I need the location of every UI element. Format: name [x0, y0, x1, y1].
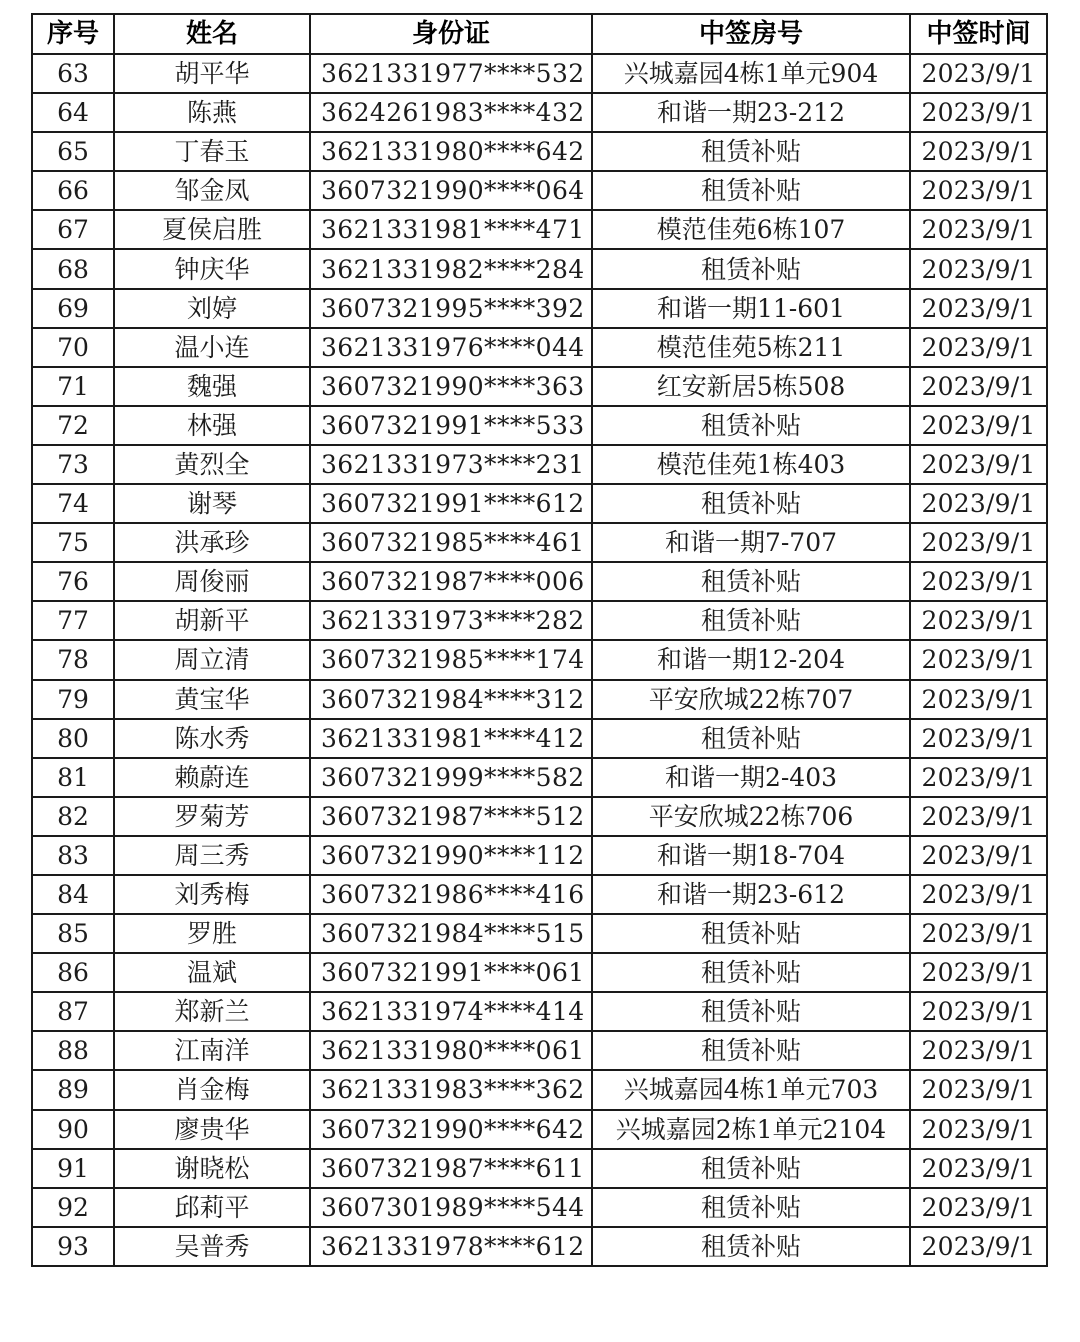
- cell-serial-number: 84: [32, 875, 114, 914]
- cell-allocated-room: 租赁补贴: [592, 992, 910, 1031]
- table-body: [32, 54, 1047, 1266]
- table-row: [32, 132, 1047, 171]
- cell-allocation-date: 2023/9/1: [910, 758, 1047, 797]
- table-header: [32, 14, 1047, 54]
- cell-allocated-room: 租赁补贴: [592, 601, 910, 640]
- cell-allocated-room: 兴城嘉园4栋1单元904: [592, 54, 910, 93]
- cell-serial-number: 68: [32, 249, 114, 288]
- table-row: [32, 523, 1047, 562]
- cell-id-card: 3621331982****284: [310, 249, 592, 288]
- table-row: [32, 54, 1047, 93]
- cell-allocation-date: 2023/9/1: [910, 1227, 1047, 1266]
- cell-name: 温斌: [114, 953, 310, 992]
- cell-serial-number: 89: [32, 1070, 114, 1109]
- cell-id-card: 3607301989****544: [310, 1188, 592, 1227]
- table-row: [32, 249, 1047, 288]
- cell-name: 丁春玉: [114, 132, 310, 171]
- cell-id-card: 3621331973****282: [310, 601, 592, 640]
- cell-allocation-date: 2023/9/1: [910, 601, 1047, 640]
- cell-allocated-room: 兴城嘉园2栋1单元2104: [592, 1110, 910, 1149]
- cell-id-card: 3607321991****612: [310, 484, 592, 523]
- cell-id-card: 3607321991****533: [310, 406, 592, 445]
- cell-allocation-date: 2023/9/1: [910, 562, 1047, 601]
- cell-serial-number: 72: [32, 406, 114, 445]
- cell-allocation-date: 2023/9/1: [910, 797, 1047, 836]
- table-row: [32, 93, 1047, 132]
- table-row: [32, 640, 1047, 679]
- cell-name: 陈燕: [114, 93, 310, 132]
- header-row: [32, 14, 1047, 54]
- table-row: [32, 328, 1047, 367]
- cell-id-card: 3607321999****582: [310, 758, 592, 797]
- cell-allocated-room: 租赁补贴: [592, 953, 910, 992]
- cell-allocation-date: 2023/9/1: [910, 249, 1047, 288]
- table-row: [32, 445, 1047, 484]
- cell-allocated-room: 和谐一期11-601: [592, 289, 910, 328]
- cell-id-card: 3607321990****064: [310, 171, 592, 210]
- cell-id-card: 3607321985****461: [310, 523, 592, 562]
- table-row: [32, 719, 1047, 758]
- cell-id-card: 3621331973****231: [310, 445, 592, 484]
- cell-allocated-room: 租赁补贴: [592, 914, 910, 953]
- cell-allocated-room: 平安欣城22栋706: [592, 797, 910, 836]
- cell-allocated-room: 和谐一期23-212: [592, 93, 910, 132]
- cell-id-card: 3607321986****416: [310, 875, 592, 914]
- cell-serial-number: 67: [32, 210, 114, 249]
- cell-id-card: 3607321987****006: [310, 562, 592, 601]
- cell-serial-number: 85: [32, 914, 114, 953]
- cell-allocated-room: 租赁补贴: [592, 1149, 910, 1188]
- cell-allocation-date: 2023/9/1: [910, 992, 1047, 1031]
- cell-name: 胡平华: [114, 54, 310, 93]
- cell-allocation-date: 2023/9/1: [910, 875, 1047, 914]
- cell-serial-number: 79: [32, 680, 114, 719]
- header-allocation-date: 中签时间: [910, 14, 1047, 54]
- cell-serial-number: 90: [32, 1110, 114, 1149]
- cell-name: 黄宝华: [114, 680, 310, 719]
- cell-allocation-date: 2023/9/1: [910, 1110, 1047, 1149]
- cell-name: 罗胜: [114, 914, 310, 953]
- cell-allocation-date: 2023/9/1: [910, 953, 1047, 992]
- cell-name: 江南洋: [114, 1031, 310, 1070]
- cell-id-card: 3607321984****515: [310, 914, 592, 953]
- cell-name: 郑新兰: [114, 992, 310, 1031]
- cell-name: 肖金梅: [114, 1070, 310, 1109]
- cell-serial-number: 82: [32, 797, 114, 836]
- cell-name: 林强: [114, 406, 310, 445]
- cell-serial-number: 76: [32, 562, 114, 601]
- cell-allocation-date: 2023/9/1: [910, 719, 1047, 758]
- cell-serial-number: 71: [32, 367, 114, 406]
- cell-serial-number: 91: [32, 1149, 114, 1188]
- cell-allocation-date: 2023/9/1: [910, 640, 1047, 679]
- cell-allocation-date: 2023/9/1: [910, 328, 1047, 367]
- cell-allocation-date: 2023/9/1: [910, 1188, 1047, 1227]
- lottery-result-sheet: [31, 13, 1046, 1267]
- cell-id-card: 3607321991****061: [310, 953, 592, 992]
- cell-allocated-room: 租赁补贴: [592, 406, 910, 445]
- cell-name: 谢晓松: [114, 1149, 310, 1188]
- cell-id-card: 3621331980****061: [310, 1031, 592, 1070]
- cell-serial-number: 70: [32, 328, 114, 367]
- cell-serial-number: 87: [32, 992, 114, 1031]
- cell-allocated-room: 和谐一期18-704: [592, 836, 910, 875]
- cell-allocated-room: 平安欣城22栋707: [592, 680, 910, 719]
- cell-serial-number: 75: [32, 523, 114, 562]
- cell-allocation-date: 2023/9/1: [910, 93, 1047, 132]
- cell-id-card: 3621331976****044: [310, 328, 592, 367]
- cell-allocated-room: 红安新居5栋508: [592, 367, 910, 406]
- cell-name: 温小连: [114, 328, 310, 367]
- cell-id-card: 3621331981****471: [310, 210, 592, 249]
- cell-serial-number: 81: [32, 758, 114, 797]
- table-row: [32, 836, 1047, 875]
- cell-allocation-date: 2023/9/1: [910, 406, 1047, 445]
- cell-serial-number: 86: [32, 953, 114, 992]
- cell-allocated-room: 和谐一期23-612: [592, 875, 910, 914]
- cell-allocation-date: 2023/9/1: [910, 1070, 1047, 1109]
- cell-allocation-date: 2023/9/1: [910, 54, 1047, 93]
- cell-allocated-room: 租赁补贴: [592, 562, 910, 601]
- table-row: [32, 1227, 1047, 1266]
- cell-id-card: 3621331980****642: [310, 132, 592, 171]
- cell-allocation-date: 2023/9/1: [910, 132, 1047, 171]
- cell-allocation-date: 2023/9/1: [910, 210, 1047, 249]
- cell-allocation-date: 2023/9/1: [910, 171, 1047, 210]
- table-row: [32, 953, 1047, 992]
- cell-id-card: 3621331974****414: [310, 992, 592, 1031]
- cell-serial-number: 88: [32, 1031, 114, 1070]
- cell-id-card: 3607321985****174: [310, 640, 592, 679]
- cell-name: 邱莉平: [114, 1188, 310, 1227]
- cell-name: 胡新平: [114, 601, 310, 640]
- cell-name: 黄烈全: [114, 445, 310, 484]
- cell-name: 吴普秀: [114, 1227, 310, 1266]
- cell-name: 钟庆华: [114, 249, 310, 288]
- cell-allocation-date: 2023/9/1: [910, 1149, 1047, 1188]
- cell-id-card: 3607321984****312: [310, 680, 592, 719]
- table-row: [32, 484, 1047, 523]
- cell-name: 周三秀: [114, 836, 310, 875]
- table-row: [32, 562, 1047, 601]
- cell-allocation-date: 2023/9/1: [910, 914, 1047, 953]
- header-serial-number: 序号: [32, 14, 114, 54]
- cell-allocation-date: 2023/9/1: [910, 445, 1047, 484]
- cell-allocation-date: 2023/9/1: [910, 1031, 1047, 1070]
- cell-serial-number: 63: [32, 54, 114, 93]
- cell-id-card: 3607321990****112: [310, 836, 592, 875]
- cell-allocated-room: 模范佳苑6栋107: [592, 210, 910, 249]
- cell-serial-number: 65: [32, 132, 114, 171]
- table-row: [32, 1070, 1047, 1109]
- cell-id-card: 3607321987****611: [310, 1149, 592, 1188]
- cell-name: 罗菊芳: [114, 797, 310, 836]
- table-row: [32, 797, 1047, 836]
- cell-id-card: 3607321990****642: [310, 1110, 592, 1149]
- lottery-result-table: [31, 13, 1048, 1267]
- cell-serial-number: 93: [32, 1227, 114, 1266]
- cell-serial-number: 77: [32, 601, 114, 640]
- cell-serial-number: 69: [32, 289, 114, 328]
- cell-serial-number: 73: [32, 445, 114, 484]
- table-row: [32, 289, 1047, 328]
- cell-serial-number: 83: [32, 836, 114, 875]
- cell-allocated-room: 模范佳苑1栋403: [592, 445, 910, 484]
- cell-id-card: 3607321990****363: [310, 367, 592, 406]
- cell-name: 赖蔚连: [114, 758, 310, 797]
- cell-allocated-room: 租赁补贴: [592, 484, 910, 523]
- table-row: [32, 875, 1047, 914]
- cell-name: 周俊丽: [114, 562, 310, 601]
- cell-allocated-room: 兴城嘉园4栋1单元703: [592, 1070, 910, 1109]
- cell-serial-number: 66: [32, 171, 114, 210]
- header-name: 姓名: [114, 14, 310, 54]
- cell-allocated-room: 租赁补贴: [592, 1031, 910, 1070]
- table-row: [32, 171, 1047, 210]
- cell-allocation-date: 2023/9/1: [910, 836, 1047, 875]
- cell-allocated-room: 租赁补贴: [592, 1188, 910, 1227]
- cell-allocated-room: 和谐一期7-707: [592, 523, 910, 562]
- table-row: [32, 601, 1047, 640]
- table-row: [32, 758, 1047, 797]
- cell-serial-number: 78: [32, 640, 114, 679]
- cell-name: 廖贵华: [114, 1110, 310, 1149]
- cell-id-card: 3621331981****412: [310, 719, 592, 758]
- cell-allocated-room: 模范佳苑5栋211: [592, 328, 910, 367]
- table-row: [32, 680, 1047, 719]
- cell-id-card: 3607321987****512: [310, 797, 592, 836]
- cell-allocated-room: 租赁补贴: [592, 719, 910, 758]
- cell-id-card: 3621331983****362: [310, 1070, 592, 1109]
- cell-allocated-room: 租赁补贴: [592, 249, 910, 288]
- cell-allocated-room: 租赁补贴: [592, 1227, 910, 1266]
- cell-allocation-date: 2023/9/1: [910, 367, 1047, 406]
- header-allocated-room: 中签房号: [592, 14, 910, 54]
- cell-allocation-date: 2023/9/1: [910, 484, 1047, 523]
- table-row: [32, 1149, 1047, 1188]
- table-row: [32, 914, 1047, 953]
- table-row: [32, 1188, 1047, 1227]
- cell-name: 刘婷: [114, 289, 310, 328]
- cell-serial-number: 64: [32, 93, 114, 132]
- table-row: [32, 1110, 1047, 1149]
- cell-name: 洪承珍: [114, 523, 310, 562]
- cell-allocated-room: 和谐一期12-204: [592, 640, 910, 679]
- cell-serial-number: 80: [32, 719, 114, 758]
- header-id-card: 身份证: [310, 14, 592, 54]
- cell-serial-number: 92: [32, 1188, 114, 1227]
- cell-name: 周立清: [114, 640, 310, 679]
- cell-allocation-date: 2023/9/1: [910, 680, 1047, 719]
- cell-name: 邹金凤: [114, 171, 310, 210]
- table-row: [32, 367, 1047, 406]
- cell-allocated-room: 和谐一期2-403: [592, 758, 910, 797]
- cell-id-card: 3621331977****532: [310, 54, 592, 93]
- table-row: [32, 1031, 1047, 1070]
- cell-id-card: 3621331978****612: [310, 1227, 592, 1266]
- table-row: [32, 992, 1047, 1031]
- cell-id-card: 3607321995****392: [310, 289, 592, 328]
- cell-allocation-date: 2023/9/1: [910, 289, 1047, 328]
- table-row: [32, 406, 1047, 445]
- cell-allocated-room: 租赁补贴: [592, 171, 910, 210]
- cell-name: 谢琴: [114, 484, 310, 523]
- cell-name: 魏强: [114, 367, 310, 406]
- cell-serial-number: 74: [32, 484, 114, 523]
- cell-allocated-room: 租赁补贴: [592, 132, 910, 171]
- table-row: [32, 210, 1047, 249]
- cell-allocation-date: 2023/9/1: [910, 523, 1047, 562]
- cell-name: 刘秀梅: [114, 875, 310, 914]
- cell-name: 夏侯启胜: [114, 210, 310, 249]
- cell-id-card: 3624261983****432: [310, 93, 592, 132]
- cell-name: 陈水秀: [114, 719, 310, 758]
